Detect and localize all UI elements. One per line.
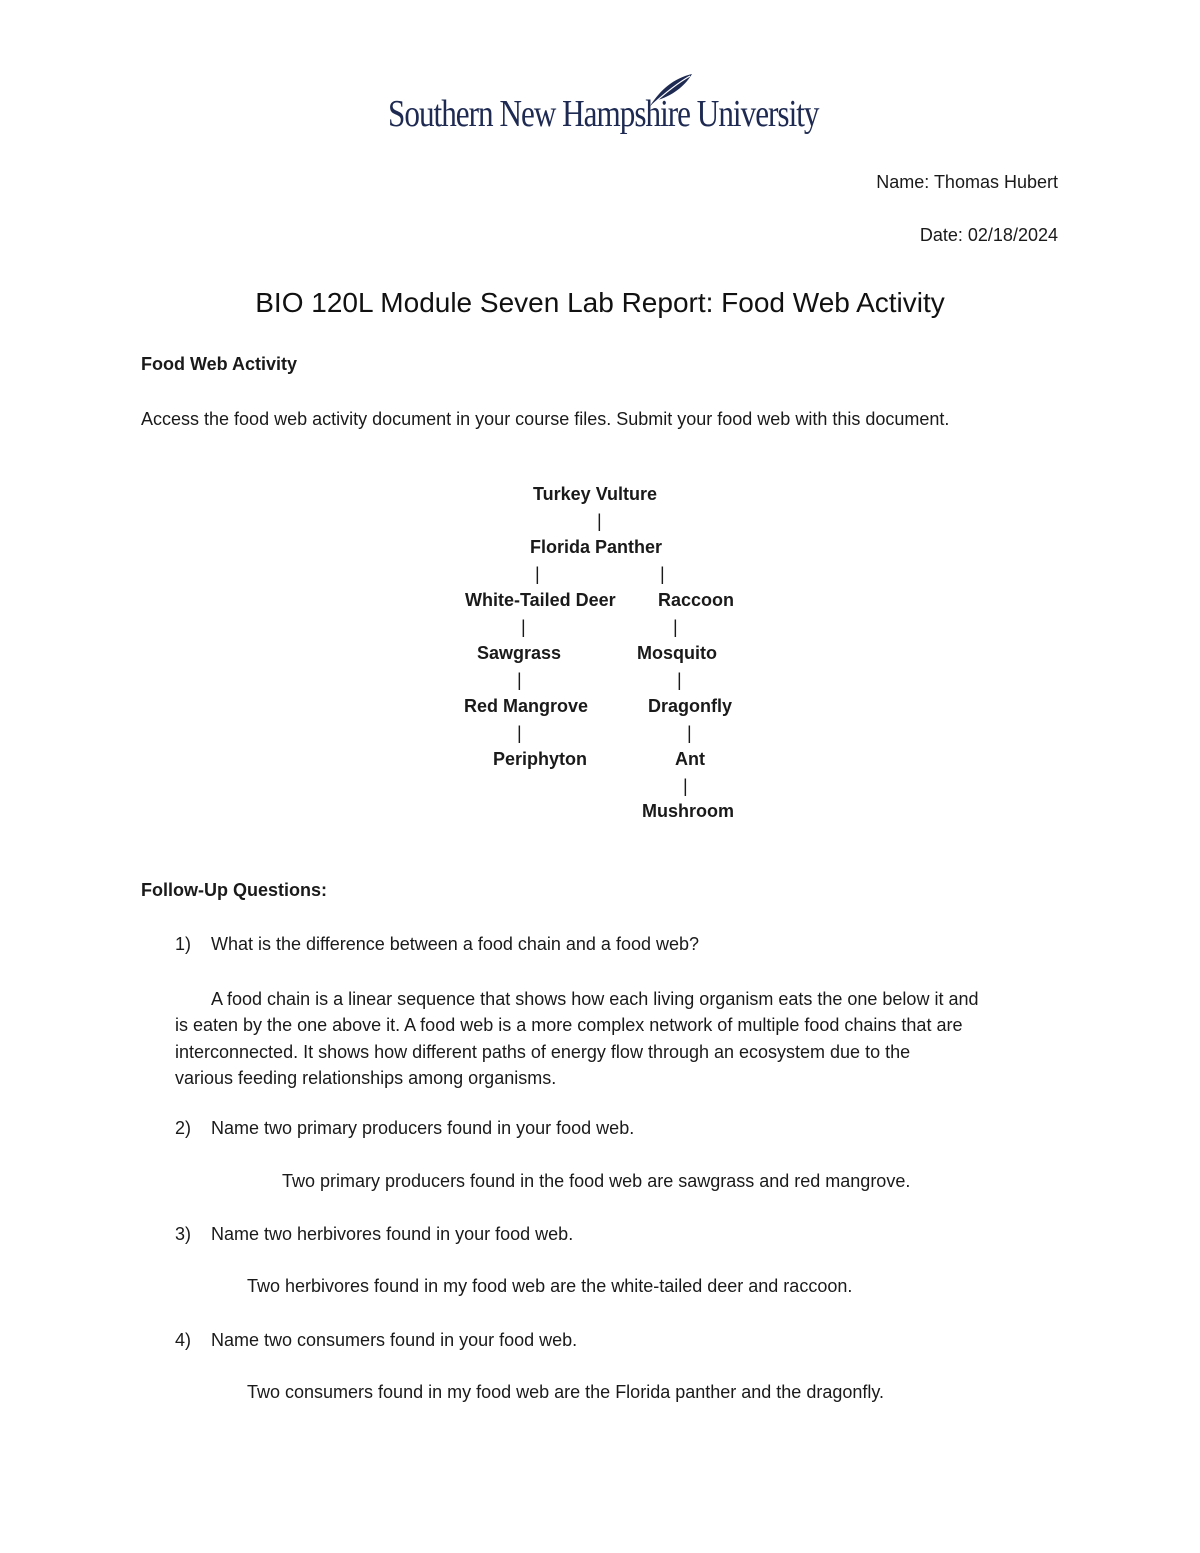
student-name: Name: Thomas Hubert <box>876 172 1058 192</box>
question-number: 2) <box>175 1118 192 1138</box>
answer-line: interconnected. It shows how different paths of energy flow through an ecosystem due to the <box>175 1042 911 1062</box>
answer-text: Two consumers found in my food web are the Florida panther and the dragonfly. <box>247 1382 885 1402</box>
question-text: Name two primary producers found in your food web. <box>211 1118 635 1138</box>
web-connector: | <box>597 511 602 531</box>
web-node-right: Mushroom <box>642 801 734 821</box>
web-node-right: Dragonfly <box>648 696 733 716</box>
web-connector: | <box>517 723 522 743</box>
web-connector: | <box>660 564 665 584</box>
web-connector: | <box>521 617 526 637</box>
question-text: What is the difference between a food chain and a food web? <box>211 934 700 954</box>
section-heading: Food Web Activity <box>141 354 298 374</box>
answer-text: Two herbivores found in my food web are the white-tailed deer and raccoon. <box>247 1276 853 1296</box>
question-text: Name two consumers found in your food web. <box>211 1330 578 1350</box>
page-title: BIO 120L Module Seven Lab Report: Food Web Activity <box>255 287 945 318</box>
followup-heading: Follow-Up Questions: <box>141 880 327 900</box>
university-logo <box>388 88 828 138</box>
answer-line: A food chain is a linear sequence that shows how each living organism eats the one below it and <box>211 989 979 1009</box>
web-node-right: Ant <box>675 749 705 769</box>
logo-wordmark: Southern New Hampshire University <box>388 93 819 135</box>
web-connector: | <box>673 617 678 637</box>
answer-line: is eaten by the one above it. A food web is a more complex network of multiple food chains that are <box>175 1015 963 1035</box>
web-node-left: White-Tailed Deer <box>465 590 616 610</box>
answer-line: various feeding relationships among organisms. <box>175 1068 557 1088</box>
question-number: 3) <box>175 1224 192 1244</box>
question-number: 4) <box>175 1330 192 1350</box>
answer-text: Two primary producers found in the food web are sawgrass and red mangrove. <box>282 1171 911 1191</box>
feather-icon <box>646 70 696 110</box>
web-node-right: Mosquito <box>637 643 717 663</box>
web-connector: | <box>683 776 688 796</box>
web-connector: | <box>687 723 692 743</box>
instruction-text: Access the food web activity document in your course files. Submit your food web with this document. <box>141 409 950 429</box>
web-connector: | <box>535 564 540 584</box>
question-number: 1) <box>175 934 192 954</box>
web-node-left: Periphyton <box>493 749 588 769</box>
web-node-apex: Turkey Vulture <box>533 484 658 504</box>
web-connector: | <box>677 670 682 690</box>
web-node-top-predator: Florida Panther <box>530 537 663 557</box>
web-node-left: Red Mangrove <box>464 696 589 716</box>
web-connector: | <box>517 670 522 690</box>
question-text: Name two herbivores found in your food web. <box>211 1224 574 1244</box>
report-date: Date: 02/18/2024 <box>919 225 1058 245</box>
web-node-left: Sawgrass <box>477 643 562 663</box>
web-node-right: Raccoon <box>658 590 735 610</box>
